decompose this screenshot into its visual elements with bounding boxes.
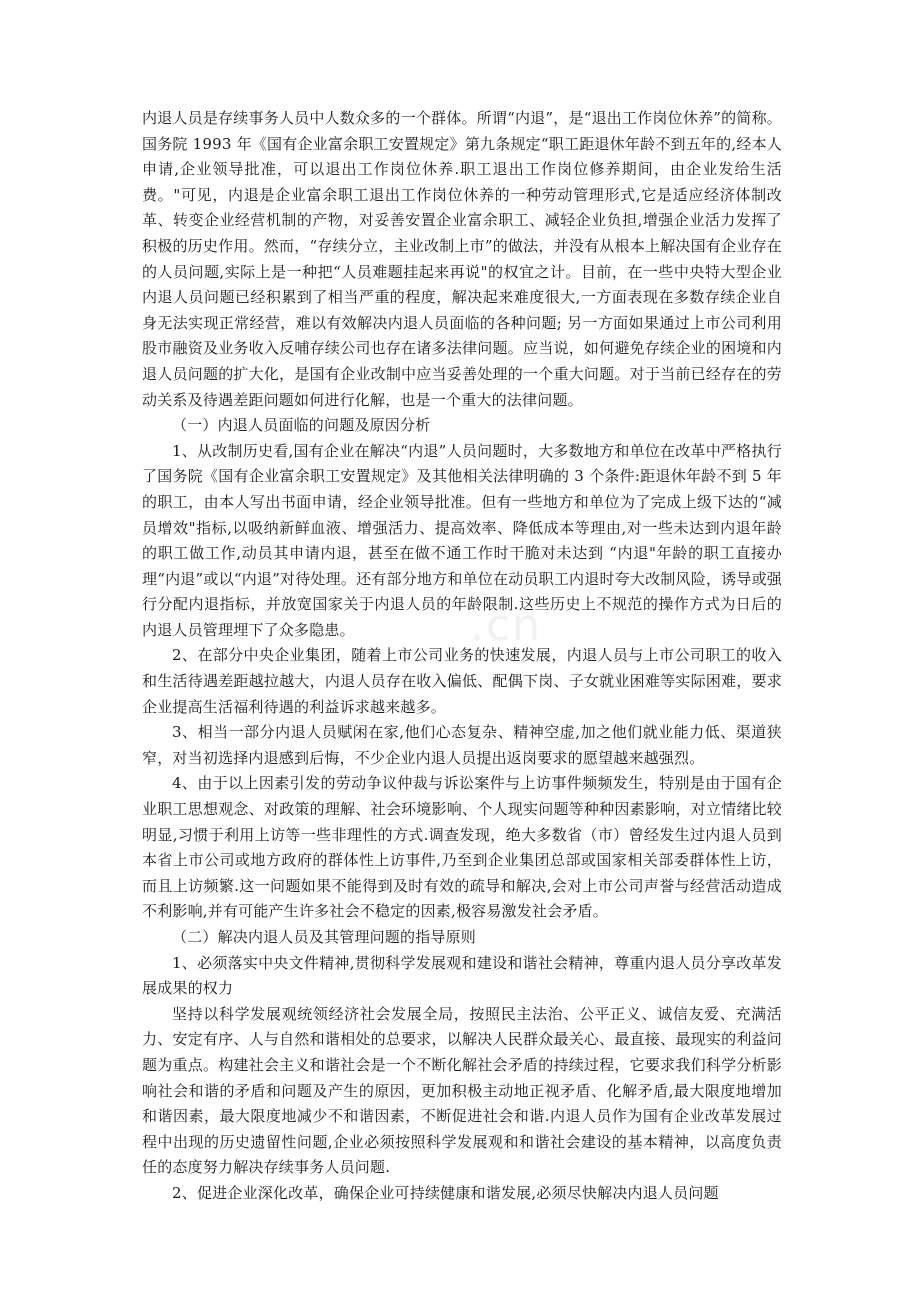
watermark: .cn [470, 600, 543, 651]
principle-heading: 2、促进企业深化改革，确保企业可持续健康和谐发展,必须尽快解决内退人员问题 [172, 1183, 719, 1202]
body-paragraph: 坚持以科学发展观统领经济社会发展全局，按照民主法治、公平正义、诚信友爱、充满活力、安定有序、人与自然和谐相处的总要求，以解决人民群众最关心、最直接、最现实的利益问题为重点。构建社会主义和谐社会是一个不断化解社会矛盾的持续过程，它要求我们科学分析影响社会和谐的矛盾和问题及产生的原因，更加积极主动地正视矛盾、化解矛盾,最大限度地增加和谐因素，最大限度地减少不和谐因素，不断促进社会和谐.内退人员作为国有企业改革发展过程中出现的历史遗留性问题,企业必须按照科学发展观和和谐社会建设的基本精神，以高度负责任的态度努力解决存续事务人员问题. [142, 1004, 782, 1177]
body-paragraph: 2、在部分中央企业集团，随着上市公司业务的快速发展，内退人员与上市公司职工的收入和生活待遇差距越拉越大，内退人员存在收入偏低、配偶下岗、子女就业困难等实际困难，要求企业提高生活福利待遇的利益诉求越来越多。 [142, 646, 782, 716]
body-paragraph: 3、相当一部分内退人员赋闲在家,他们心态复杂、精神空虚,加之他们就业能力低、渠道狭窄，对当初选择内退感到后悔，不少企业内退人员提出返岗要求的愿望越来越强烈。 [142, 723, 782, 767]
body-paragraph: 1、从改制历史看,国有企业在解决“内退”人员问题时，大多数地方和单位在改革中严格执行了国务院《国有企业富余职工安置规定》及其他相关法律明确的 3 个条件:距退休年龄不到 5 年的职工，由本人写出书面申请，经企业领导批准。但有一些地方和单位为了完成上级下达的“减员增效"指标,以吸纳新鲜血液、增强活力、提高效率、降低成本等理由,对一些未达到内退年龄的职工做工作,动员其申请内退，甚至在做不通工作时干脆对未达到 “内退"年龄的职工直接办理“内退”或以“内退”对待处理。还有部分地方和单位在动员职工内退时夸大改制风险，诱导或强行分配内退指标，并放宽国家关于内退人员的年龄限制.这些历史上不规范的操作方式为日后的内退人员管理埋下了众多隐患。 [142, 441, 782, 639]
principle-heading: 1、必须落实中央文件精神,贯彻科学发展观和建设和谐社会精神，尊重内退人员分享改革发展成果的权力 [142, 953, 782, 998]
section-heading-2: （二）解决内退人员及其管理问题的指导原则 [172, 928, 477, 946]
section-heading-1: （一）内退人员面临的问题及原因分析 [172, 416, 431, 435]
document-body [142, 106, 782, 1207]
body-paragraph: 4、由于以上因素引发的劳动争议仲裁与诉讼案件与上访事件频频发生，特别是由于国有企业职工思想观念、对政策的理解、社会环境影响、个人现实问题等种种因素影响，对立情绪比较明显,习惯于利用上访等一些非理性的方式.调查发现，绝大多数省（市）曾经发生过内退人员到本省上市公司或地方政府的群体性上访事件,乃至到企业集团总部或国家相关部委群体性上访，而且上访频繁.这一问题如果不能得到及时有效的疏导和解决,会对上市公司声誉与经营活动造成不利影响,并有可能产生许多社会不稳定的因素,极容易激发社会矛盾。 [142, 774, 782, 921]
intro-paragraph: 内退人员是存续事务人员中人数众多的一个群体。所谓“内退”，是“退出工作岗位休养”的简称。国务院 1993 年《国有企业富余职工安置规定》第九条规定“职工距退休年龄不到五年的,经本人申请,企业领导批准，可以退出工作岗位休养.职工退出工作岗位修养期间，由企业发给生活费。"可见，内退是企业富余职工退出工作岗位休养的一种劳动管理形式,它是适应经济体制改革、转变企业经营机制的产物，对妥善安置企业富余职工、减轻企业负担,增强企业活力发挥了积极的历史作用。然而，“存续分立，主业改制上市”的做法，并没有从根本上解决国有企业存在的人员问题,实际上是一种把“人员难题挂起来再说"的权宜之计。目前，在一些中央特大型企业内退人员问题已经积累到了相当严重的程度，解决起来难度很大,一方面表现在多数存续企业自身无法实现正常经营，难以有效解决内退人员面临的各种问题; 另一方面如果通过上市公司利用股市融资及业务收入反哺存续公司也存在诸多法律问题。应当说，如何避免存续企业的困境和内退人员问题的扩大化，是国有企业改制中应当妥善处理的一个重大问题。对于当前已经存在的劳动关系及待遇差距问题如何进行化解，也是一个重大的法律问题。 [142, 109, 782, 409]
